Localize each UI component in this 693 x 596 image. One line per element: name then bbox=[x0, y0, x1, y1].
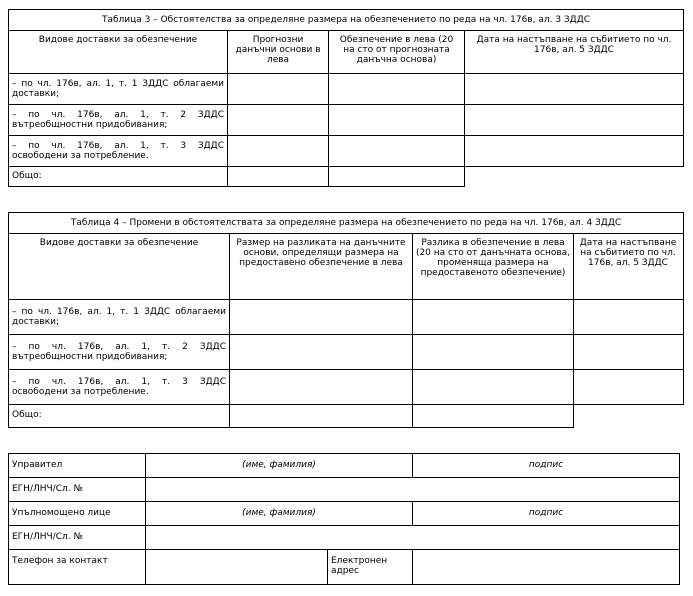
table-3-header-base: Прогнозни данъчни основи в лева bbox=[235, 35, 321, 65]
row-label-line: – по чл. 176в, ал. 1, т. 3 ЗДДС bbox=[12, 141, 224, 151]
manager-label: Управител bbox=[12, 460, 63, 470]
table-3-header-type: Видове доставки за обезпечение bbox=[38, 35, 198, 45]
table-4-total-label: Общо: bbox=[12, 410, 42, 420]
table-3-rule bbox=[328, 30, 329, 187]
table-4-row-intra bbox=[12, 342, 226, 362]
manager-egn-label: ЕГН/ЛНЧ/Сл. № bbox=[12, 484, 83, 494]
table-3-header-date: Дата на настъпване на събитието по чл. 176в, ал. 5 ЗДДС bbox=[476, 35, 672, 55]
table-3-rule bbox=[464, 30, 465, 187]
table-4-rule bbox=[8, 299, 684, 300]
row-label-line: доставки; bbox=[12, 89, 60, 99]
email-label: Електронен адрес bbox=[331, 556, 388, 576]
proxy-name-hint: (име, фамилия) bbox=[242, 508, 316, 518]
table-4-rule bbox=[8, 212, 684, 213]
manager-signature-hint: подпис bbox=[528, 460, 564, 470]
signature-rule bbox=[8, 453, 680, 454]
table-3-rule bbox=[8, 30, 684, 31]
row-label-line: – по чл. 176в, ал. 1, т. 2 ЗДДС bbox=[12, 342, 226, 352]
table-4-header-type: Видове доставки за обезпечение bbox=[39, 238, 199, 248]
signature-rule bbox=[8, 584, 680, 585]
signature-rule bbox=[679, 453, 680, 585]
table-4-rule bbox=[8, 369, 684, 370]
table-3-row-exempt bbox=[12, 141, 224, 161]
table-4-rule bbox=[412, 233, 413, 428]
table-3-title: Таблица 3 – Обстоятелства за определяне размера на обезпечението по реда на чл. 176в, ал. 3 ЗДДС bbox=[101, 15, 591, 25]
table-3-rule bbox=[8, 135, 684, 136]
signature-rule bbox=[8, 549, 680, 550]
manager-name-hint: (име, фамилия) bbox=[242, 460, 316, 470]
table-4-header-security-diff: Разлика в обезпечение в лева (20 на сто от данъчната основа, променяща размера на предоставеното обезпечение) bbox=[415, 238, 571, 278]
table-3-header-security: Обезпечение в лева (20 на сто от прогнозната данъчна основа) bbox=[339, 35, 454, 65]
signature-rule bbox=[8, 501, 680, 502]
signature-rule bbox=[8, 477, 680, 478]
table-4-rule bbox=[8, 404, 684, 405]
table-4-row-taxable bbox=[12, 307, 226, 327]
table-4-rule bbox=[683, 212, 684, 405]
row-label-line: вътреобщностни придобивания; bbox=[12, 352, 168, 362]
row-label-line: вътреобщностни придобивания; bbox=[12, 120, 168, 130]
signature-rule bbox=[412, 549, 413, 585]
table-4-rule bbox=[573, 233, 574, 428]
table-3-rule bbox=[8, 104, 684, 105]
proxy-label: Упълномощено лице bbox=[12, 508, 111, 518]
table-3-rule bbox=[683, 9, 684, 167]
table-3-rule bbox=[227, 30, 228, 187]
table-4-rule bbox=[229, 233, 230, 428]
signature-rule bbox=[8, 525, 680, 526]
table-4-header-date: Дата на настъпване на събитието по чл. 176в, ал. 5 ЗДДС bbox=[579, 238, 677, 268]
table-4-rule bbox=[8, 233, 684, 234]
row-label-line: – по чл. 176в, ал. 1, т. 2 ЗДДС bbox=[12, 110, 224, 120]
table-3-row-taxable bbox=[12, 79, 224, 99]
row-label-line: освободени за потребление. bbox=[12, 387, 149, 397]
signature-rule bbox=[327, 549, 328, 585]
table-3-row-intra bbox=[12, 110, 224, 130]
signature-rule bbox=[8, 453, 9, 585]
table-3-rule bbox=[8, 73, 684, 74]
table-4-row-exempt bbox=[12, 377, 226, 397]
table-4-rule bbox=[8, 427, 574, 428]
table-3-rule bbox=[8, 9, 684, 10]
row-label-line: – по чл. 176в, ал. 1, т. 1 ЗДДС облагаеми bbox=[12, 307, 226, 317]
table-4-header-base-diff: Размер на разликата на данъчните основи, определящи размера на предоставено обезпечение в лева bbox=[236, 238, 406, 268]
row-label-line: доставки; bbox=[12, 317, 60, 327]
table-4-title: Таблица 4 – Промени в обстоятелствата за определяне размера на обезпечението по реда на чл. 176в, ал. 4 ЗДДС bbox=[70, 218, 622, 228]
signature-rule bbox=[145, 453, 146, 585]
row-label-line: освободени за потребление. bbox=[12, 151, 149, 161]
table-3-rule bbox=[8, 166, 684, 167]
proxy-signature-hint: подпис bbox=[528, 508, 564, 518]
row-label-line: – по чл. 176в, ал. 1, т. 1 ЗДДС облагаеми bbox=[12, 79, 224, 89]
phone-label: Телефон за контакт bbox=[12, 556, 108, 566]
row-label-line: – по чл. 176в, ал. 1, т. 3 ЗДДС bbox=[12, 377, 226, 387]
table-3-total-label: Общо: bbox=[12, 171, 42, 181]
proxy-egn-label: ЕГН/ЛНЧ/Сл. № bbox=[12, 532, 83, 542]
table-3-rule bbox=[8, 186, 465, 187]
table-4-rule bbox=[8, 334, 684, 335]
